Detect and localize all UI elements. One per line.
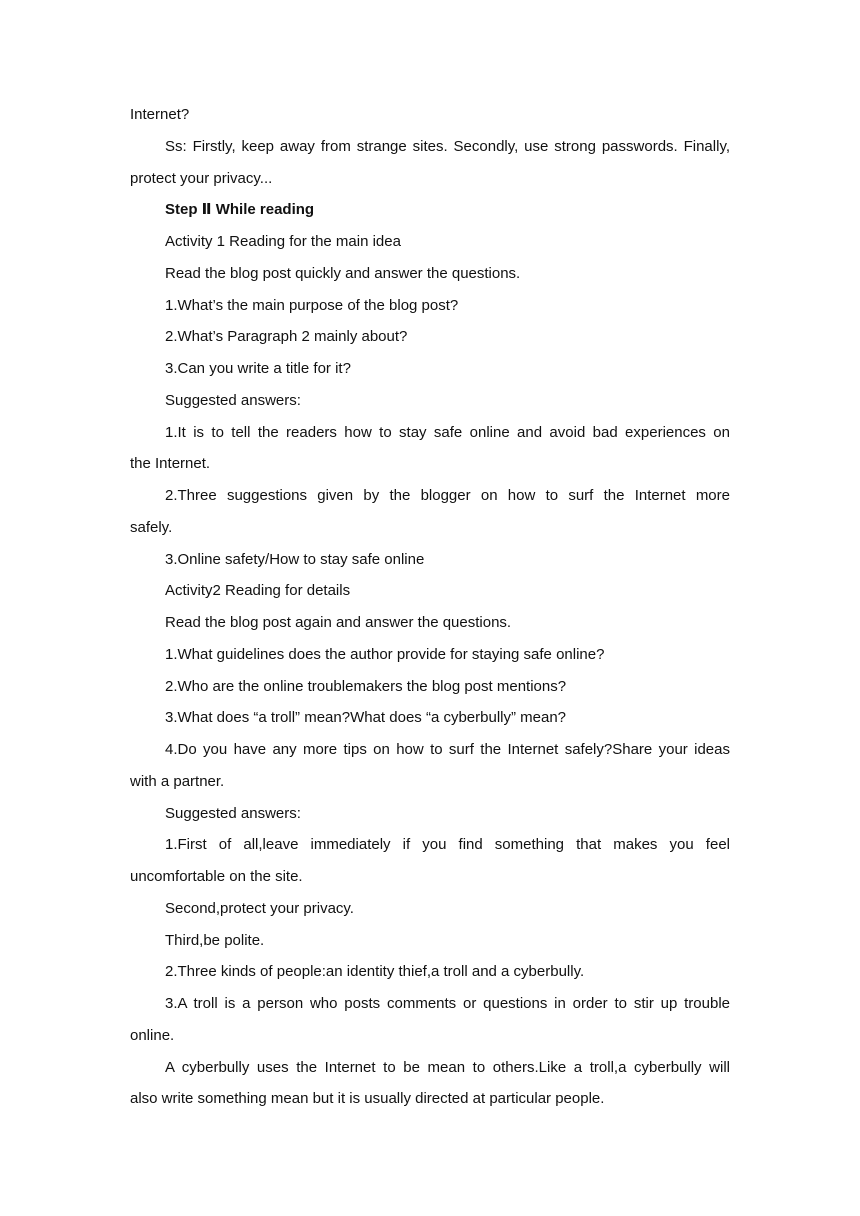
text-line: safely. <box>130 518 173 536</box>
text-line: Suggested answers: <box>165 391 301 409</box>
text-line: Internet? <box>130 106 190 123</box>
text-line: Suggested answers: <box>165 804 301 822</box>
text-line: Third,be polite. <box>165 931 265 949</box>
text-line: with a partner. <box>130 772 225 790</box>
text-line: A cyberbully uses the Internet to be mean to others.Like a troll,a cyberbully will <box>165 1058 730 1076</box>
text-line: 4.Do you have any more tips on how to surf the Internet safely?Share your ideas <box>165 741 730 758</box>
text-line: protect your privacy... <box>130 169 273 187</box>
text-line: Second,protect your privacy. <box>165 899 354 917</box>
text-line: 1.First of all,leave immediately if you find something that makes you feel <box>165 836 730 854</box>
text-line: Ss: Firstly, keep away from strange sites. Secondly, use strong passwords. Finally, <box>165 137 730 155</box>
text-line: online. <box>130 1026 175 1044</box>
text-line: 2.Who are the online troublemakers the blog post mentions? <box>165 677 567 695</box>
text-line: Read the blog post again and answer the questions. <box>165 614 512 631</box>
text-line: 3.A troll is a person who posts comments or questions in order to stir up trouble <box>165 995 730 1012</box>
text-line: Read the blog post quickly and answer the questions. <box>165 264 521 282</box>
text-line: 3.Can you write a title for it? <box>165 360 351 377</box>
text-line: 1.What’s the main purpose of the blog post? <box>165 296 459 314</box>
text-line: 2.Three suggestions given by the blogger on how to surf the Internet more <box>165 487 730 504</box>
text-line: 3.What does “a troll” mean?What does “a cyberbully” mean? <box>165 709 567 727</box>
text-line: 3.Online safety/How to stay safe online <box>165 550 425 568</box>
text-line: 2.What’s Paragraph 2 mainly about? <box>165 328 408 346</box>
text-line: 1.It is to tell the readers how to stay safe online and avoid bad experiences on <box>165 423 730 441</box>
text-line: also write something mean but it is usually directed at particular people. <box>130 1090 605 1108</box>
text-line: Activity2 Reading for details <box>165 582 351 600</box>
text-line: Activity 1 Reading for the main idea <box>165 233 401 250</box>
text-line: 2.Three kinds of people:an identity thief,a troll and a cyberbully. <box>165 963 585 981</box>
section-heading: Step Ⅱ While reading <box>165 201 315 219</box>
text-line: the Internet. <box>130 455 211 473</box>
text-line: uncomfortable on the site. <box>130 868 303 885</box>
text-line: 1.What guidelines does the author provide for staying safe online? <box>165 645 605 663</box>
document-body <box>130 99 730 1115</box>
